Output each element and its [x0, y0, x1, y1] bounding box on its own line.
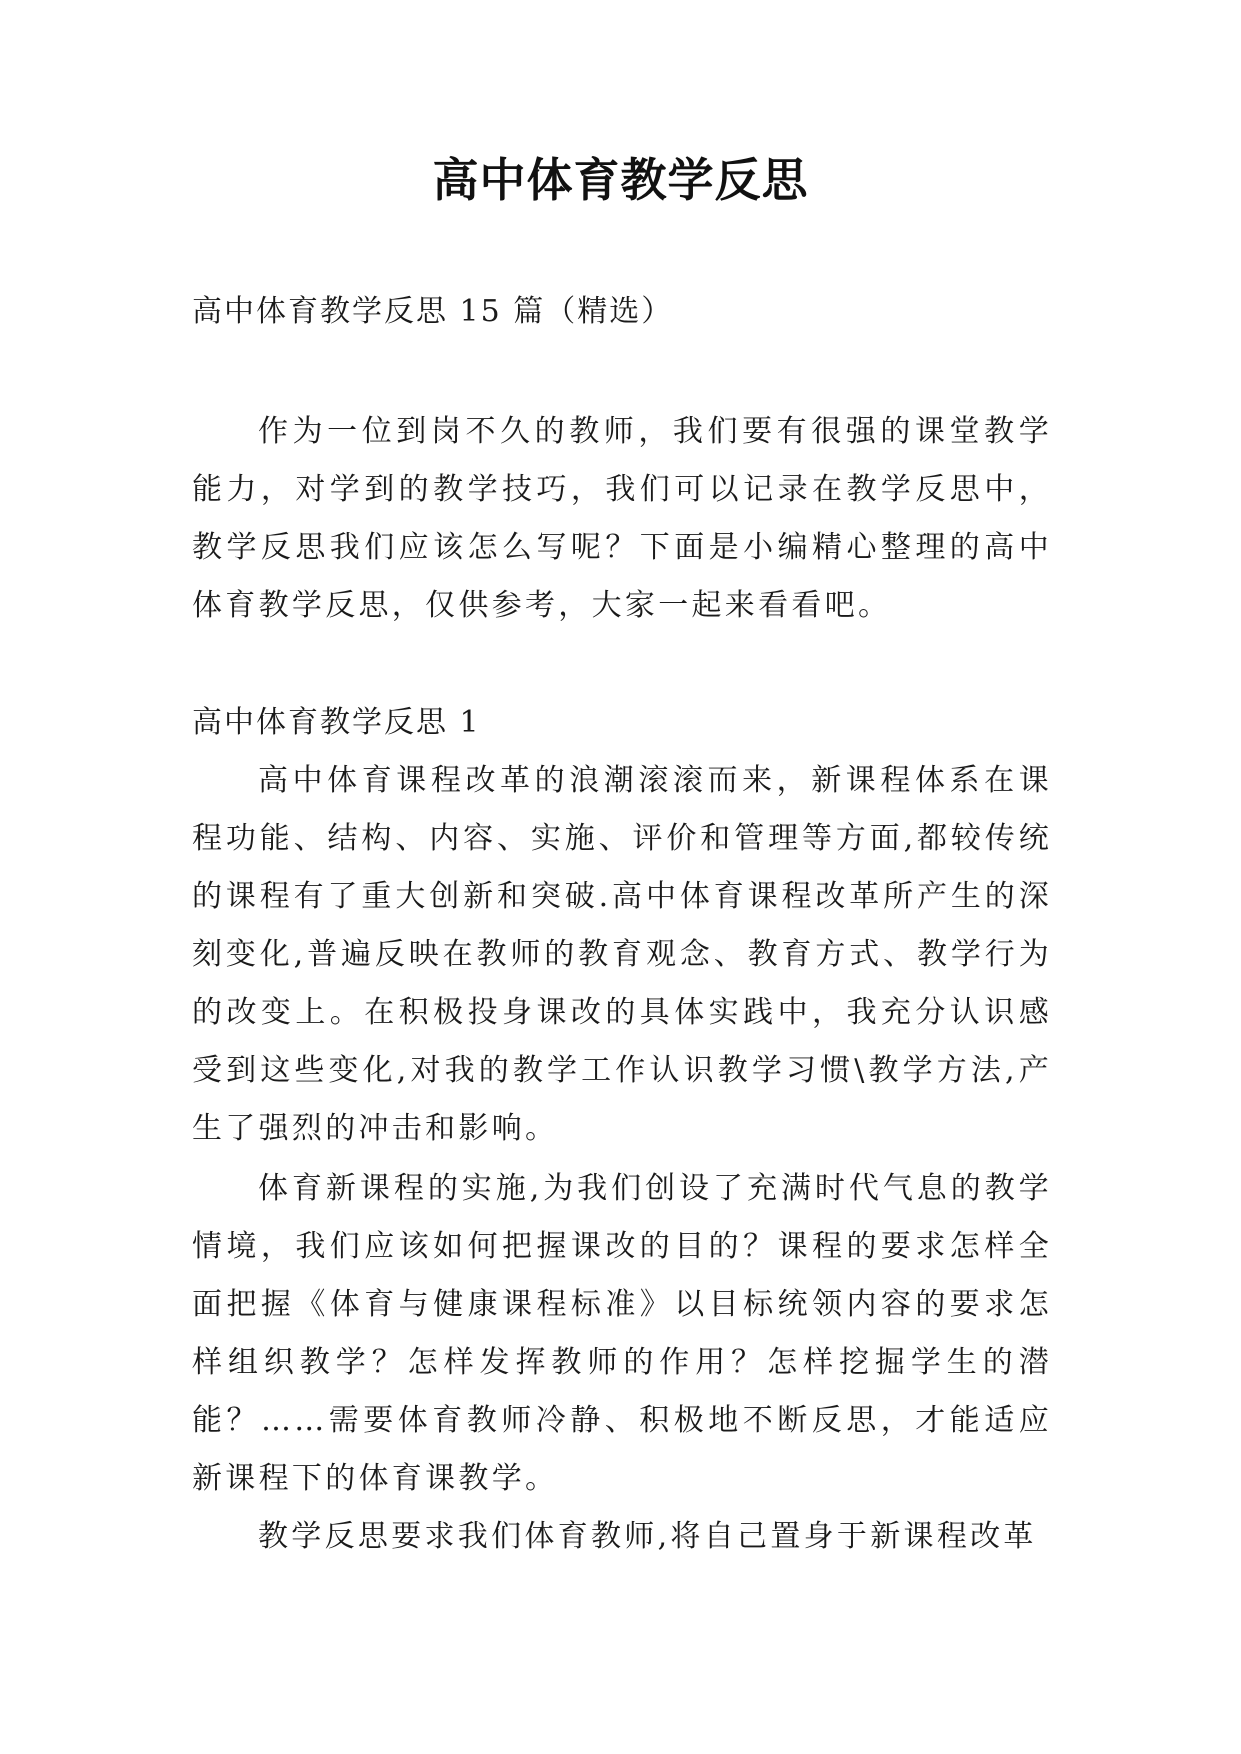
section-title: 高中体育教学反思 1: [192, 705, 481, 740]
document-subtitle: 高中体育教学反思 15 篇（精选）: [192, 294, 674, 329]
document-title: 高中体育教学反思: [432, 153, 809, 207]
intro-paragraph: 作为一位到岗不久的教师，我们要有很强的课堂教学能力，对学到的教学技巧，我们可以记录在教学反思中，教学反思我们应该怎么写呢？下面是小编精心整理的高中体育教学反思，仅供参考，大家一起来看看吧。: [192, 414, 1052, 623]
body-paragraph-1: 高中体育课程改革的浪潮滚滚而来，新课程体系在课程功能、结构、内容、实施、评价和管理等方面,都较传统的课程有了重大创新和突破.高中体育课程改革所产生的深刻变化,普遍反映在教师的教育观念、教育方式、教学行为的改变上。在积极投身课改的具体实践中，我充分认识感受到这些变化,对我的教学工作认识教学习惯\教学方法,产生了强烈的冲击和影响。: [192, 763, 1052, 1146]
body-paragraph-3: 教学反思要求我们体育教师,将自己置身于新课程改革: [258, 1519, 1037, 1554]
body-paragraph-2: 体育新课程的实施,为我们创设了充满时代气息的教学情境，我们应该如何把握课改的目的？课程的要求怎样全面把握《体育与健康课程标准》以目标统领内容的要求怎样组织教学？怎样发挥教师的作用？怎样挖掘学生的潜能？……需要体育教师冷静、积极地不断反思，才能适应新课程下的体育课教学。: [192, 1171, 1052, 1496]
